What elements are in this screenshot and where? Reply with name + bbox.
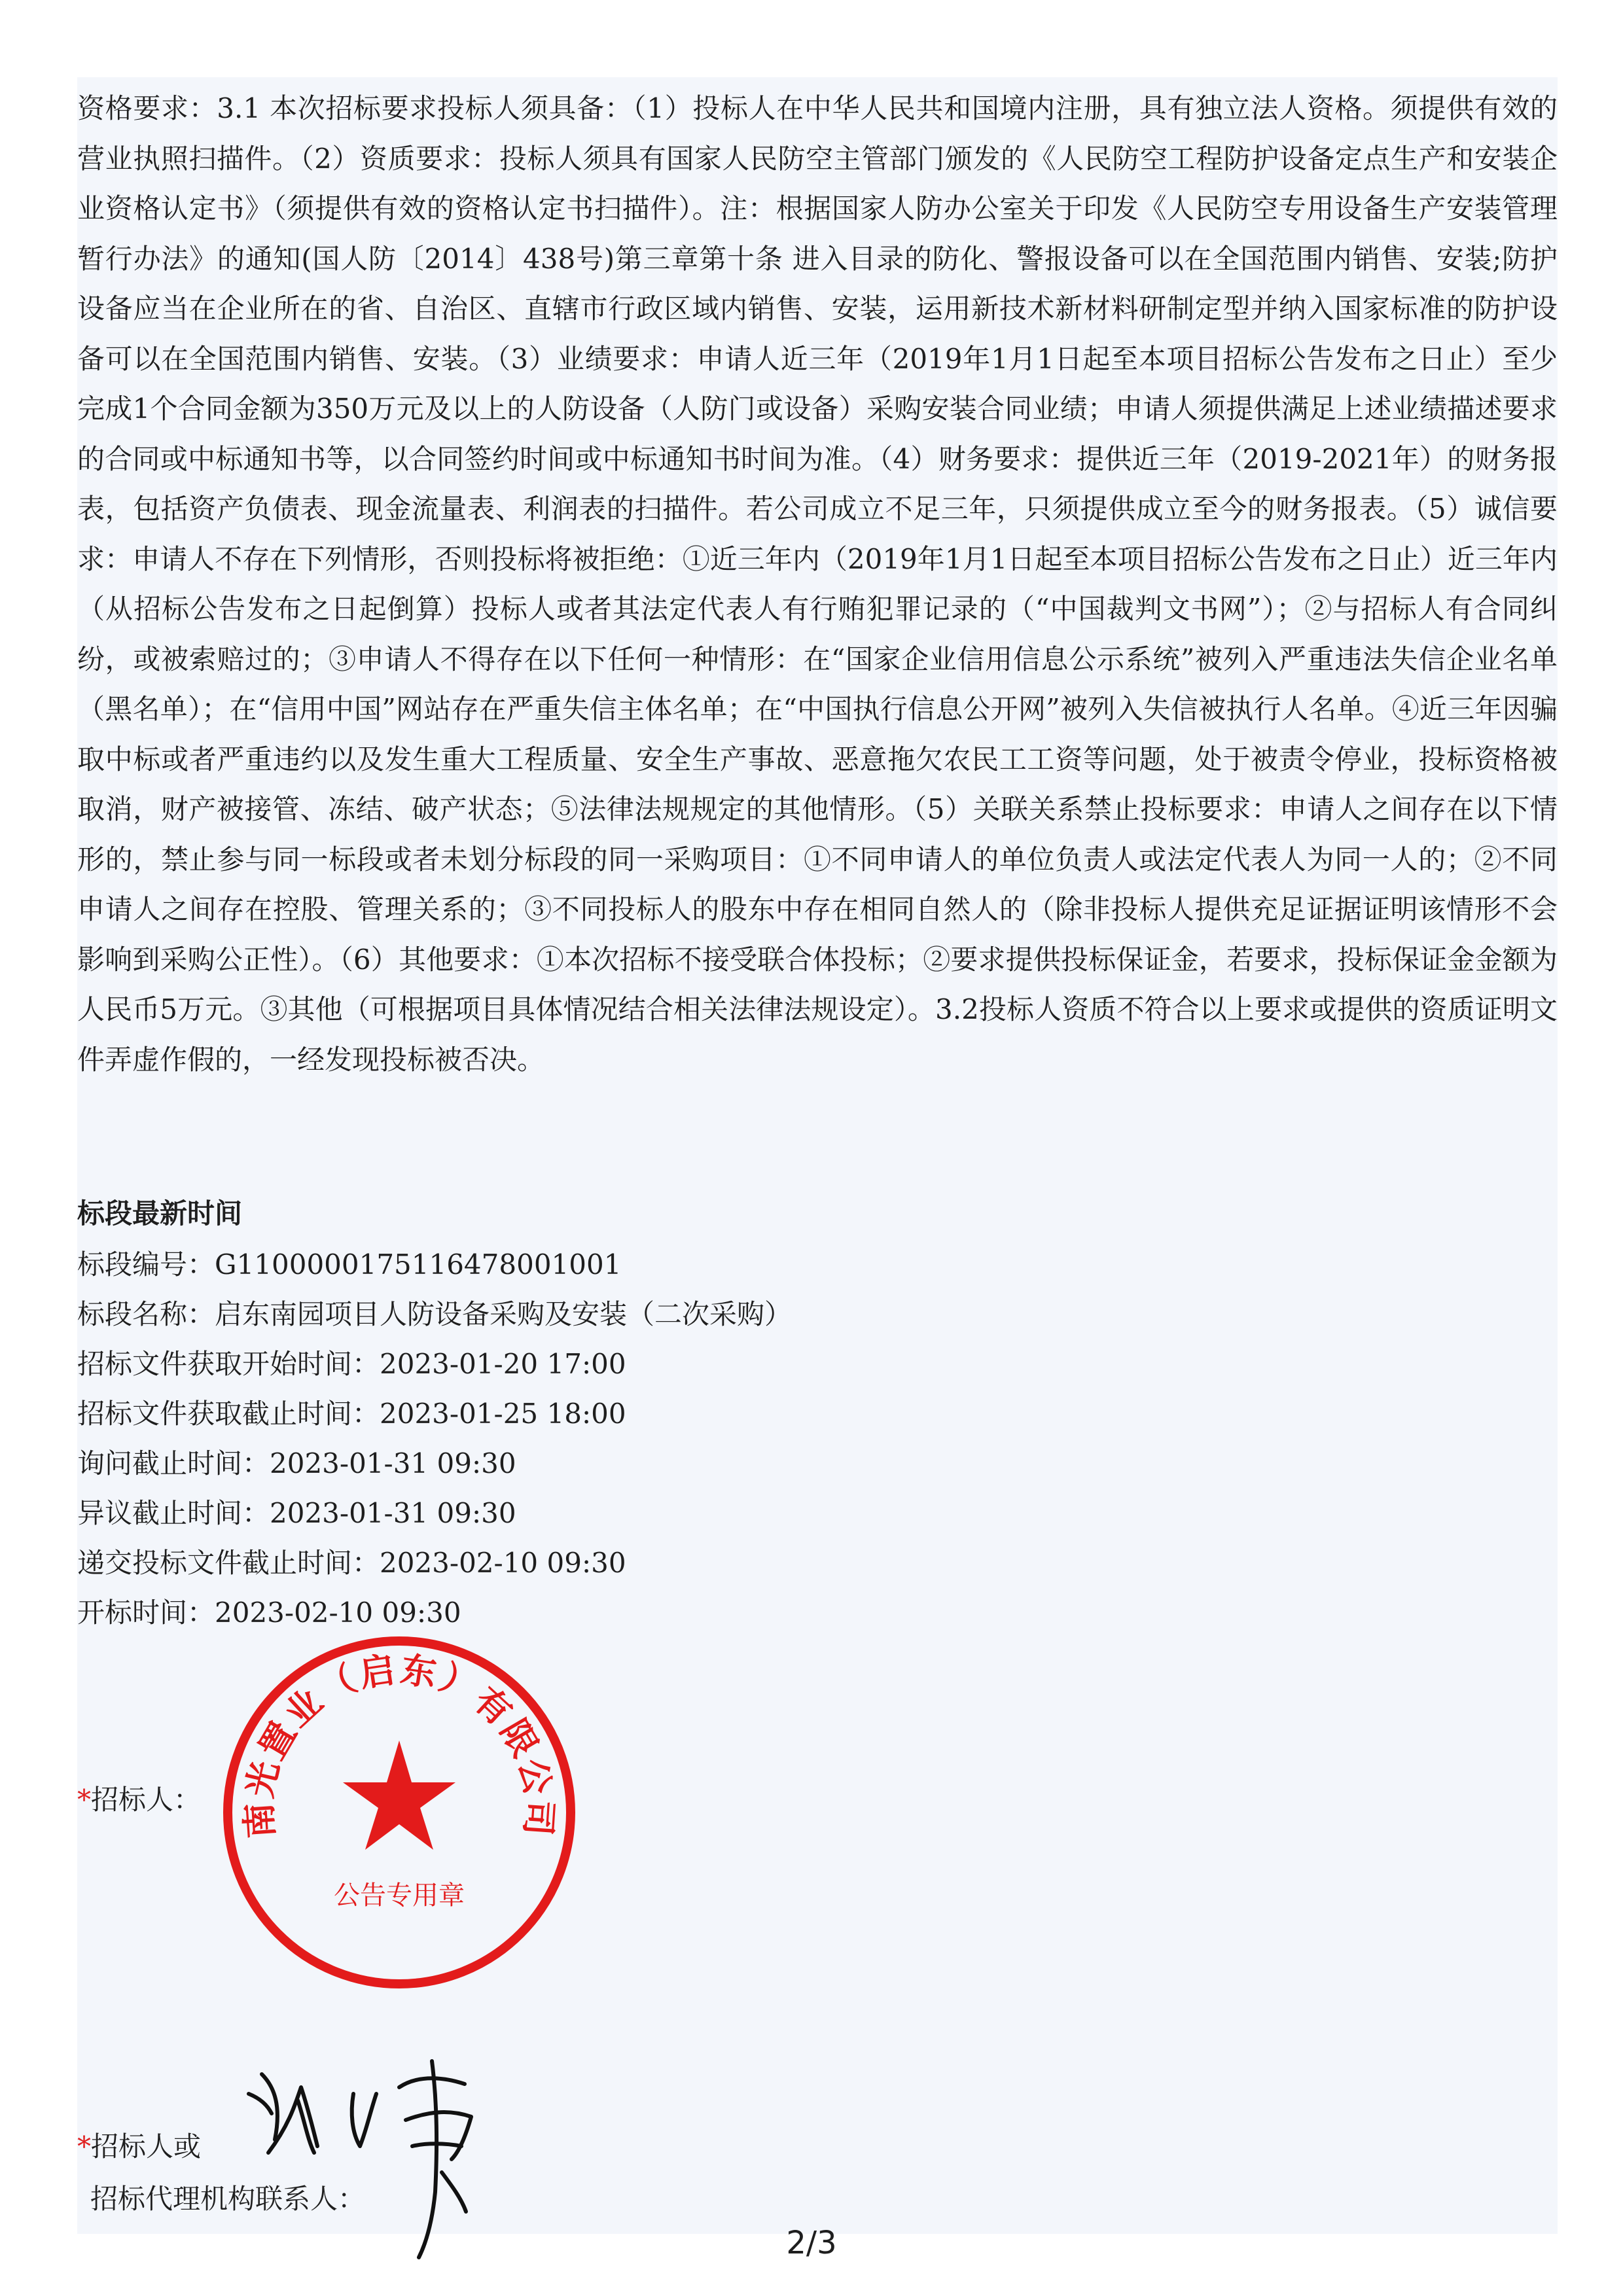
required-mark: * [77, 2130, 91, 2163]
qualification-requirements: 资格要求：3.1 本次招标要求投标人须具备：（1）投标人在中华人民共和国境内注册，具有独立法人资格。须提供有效的营业执照扫描件。（2）资质要求：投标人须具有国家人民防空主管部门颁发的《人民防空工程防护设备定点生产和安装企业资格认定书》（须提供有效的资格认定书扫描件）。注：根据国家人防办公室关于印发《人民防空专用设备生产安装管理暂行办法》的通知(国人防〔2014〕438号)第三章第十条 进入目录的防化、警报设备可以在全国范围内销售、安装;防护设备应当在企业所在的省、自治区、直辖市行政区域内销售、安装，运用新技术新材料研制定型并纳入国家标准的防护设备可以在全国范围内销售、安装。（3）业绩要求：申请人近三年（2019年1月1日起至本项目招标公告发布之日止）至少完成1个合同金额为350万元及以上的人防设备（人防门或设备）采购安装合同业绩；申请人须提供满足上述业绩描述要求的合同或中标通知书等，以合同签约时间或中标通知书时间为准。（4）财务要求：提供近三年（2019-2021年）的财务报表，包括资产负债表、现金流量表、利润表的扫描件。若公司成立不足三年，只须提供成立至今的财务报表。（5）诚信要求：申请人不存在下列情形，否则投标将被拒绝：①近三年内（2019年1月1日起至本项目招标公告发布之日止）近三年内（从招标公告发布之日起倒算）投标人或者其法定代表人有行贿犯罪记录的（“中国裁判文书网”）；②与招标人有合同纠纷，或被索赔过的；③申请人不得存在以下任何一种情形：在“国家企业信用信息公示系统”被列入严重违法失信企业名单（黑名单）；在“信用中国”网站存在严重失信主体名单；在“中国执行信息公开网”被列入失信被执行人名单。④近三年因骗取中标或者严重违约以及发生重大工程质量、安全生产事故、恶意拖欠农民工工资等问题，处于被责令停业，投标资格被取消，财产被接管、冻结、破产状态；⑤法律法规规定的其他情形。（5）关联关系禁止投标要求：申请人之间存在以下情形的，禁止参与同一标段或者未划分标段的同一采购项目：①不同申请人的单位负责人或法定代表人为同一人的；②不同申请人之间存在控股、管理关系的；③不同投标人的股东中存在相同自然人的（除非投标人提供充足证据证明该情形不会影响到采购公正性）。（6）其他要求：①本次招标不接受联合体投标；②要求提供投标保证金，若要求，投标保证金金额为人民币5万元。③其他（可根据项目具体情况结合相关法律法规设定）。3.2投标人资质不符合以上要求或提供的资质证明文件弄虚作假的，一经发现投标被否决。 [77, 92, 1558, 1076]
seal-center-text: 公告专用章 [334, 1881, 465, 1911]
info-row-doc-end-time: 招标文件获取截止时间：2023-01-25 18:00 [77, 1398, 626, 1430]
official-seal [209, 1623, 589, 2002]
info-row-objection-deadline: 异议截止时间：2023-01-31 09:30 [77, 1497, 516, 1529]
info-row-doc-start-time: 招标文件获取开始时间：2023-01-20 17:00 [77, 1348, 626, 1380]
info-row-bid-submit-deadline: 递交投标文件截止时间：2023-02-10 09:30 [77, 1547, 626, 1579]
contact-label-line1: *招标人或 [77, 2130, 202, 2163]
required-mark: * [77, 1784, 91, 1816]
star-icon [343, 1740, 455, 1850]
page-number: 2/3 [786, 2225, 837, 2261]
tenderer-label: *招标人： [77, 1784, 202, 1816]
contact-label-line2: 招标代理机构联系人： [90, 2183, 366, 2215]
info-row-section-name: 标段名称：启东南园项目人防设备采购及安装（二次采购） [77, 1298, 793, 1330]
info-row-opening-time: 开标时间：2023-02-10 09:30 [77, 1597, 461, 1629]
info-row-section-number: 标段编号：G1100000175116478001001 [77, 1248, 622, 1280]
seal-ring-text: 南光置业（启东）有限公司 [238, 1648, 561, 1840]
info-row-inquiry-deadline: 询问截止时间：2023-01-31 09:30 [77, 1447, 516, 1479]
section-title: 标段最新时间 [77, 1197, 243, 1229]
